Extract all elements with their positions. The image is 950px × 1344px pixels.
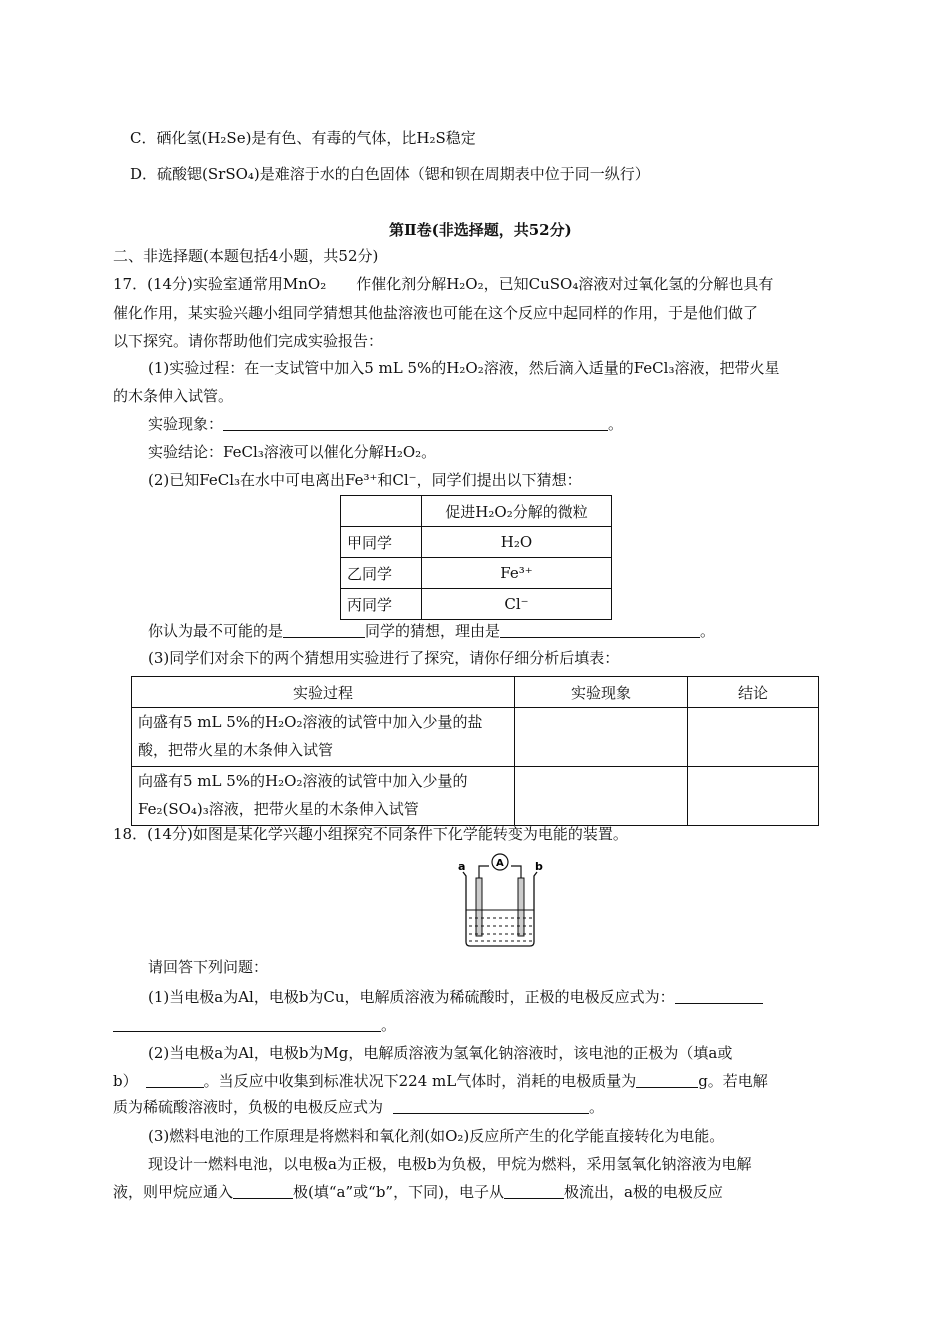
option-d: D．硫酸锶(SrSO₄)是难溶于水的白色固体（锶和钡在周期表中位于同一纵行）	[130, 165, 650, 183]
procedure-line: 向盛有5 mL 5%的H₂O₂溶液的试管中加入少量的	[138, 772, 468, 790]
q18-part1-cont	[113, 1015, 396, 1035]
option-c: C．硒化氢(H₂Se)是有色、有毒的气体，比H₂S稳定	[130, 129, 476, 147]
answer-blank[interactable]	[636, 1073, 698, 1088]
section-title: 第Ⅱ卷(非选择题，共52分)	[389, 221, 572, 239]
guess-header: 促进H₂O₂分解的微粒	[422, 496, 612, 527]
col-header: 实验过程	[132, 677, 515, 708]
particle: Fe³⁺	[422, 558, 612, 589]
q17-part1-line1: (1)实验过程：在一支试管中加入5 mL 5%的H₂O₂溶液，然后滴入适量的FeCl₃溶液，把带火星	[148, 359, 780, 377]
procedure-line: 酸，把带火星的木条伸入试管	[138, 741, 334, 759]
q18-part2-line1: (2)当电极a为Al，电极b为Mg，电解质溶液为氢氧化钠溶液时，该电池的正极为（填a或	[148, 1044, 733, 1062]
procedure-line: Fe₂(SO₄)₃溶液，把带火星的木条伸入试管	[138, 800, 419, 818]
period: 。	[589, 1098, 605, 1116]
galvanic-cell-figure	[455, 850, 545, 948]
answer-blank[interactable]	[504, 1184, 564, 1199]
table-row	[341, 558, 612, 589]
answer-blank[interactable]	[113, 1017, 381, 1032]
table-row	[132, 708, 819, 767]
phenomenon-label: 实验现象：	[148, 415, 224, 433]
col-header: 实验现象	[515, 677, 688, 708]
q17-part3: (3)同学们对余下的两个猜想用实验进行了探究，请你仔细分析后填表：	[148, 649, 620, 667]
answer-blank[interactable]	[223, 416, 608, 431]
q18-part3: (3)燃料电池的工作原理是将燃料和氧化剂(如O₂)反应所产生的化学能直接转化为电能。	[148, 1127, 725, 1145]
label-b: b	[535, 860, 543, 873]
q18-part4: 现设计一燃料电池，以电极a为正极，电极b为负极，甲烷为燃料，采用氢氧化钠溶液为电解	[148, 1155, 752, 1173]
text: 你认为最不可能的是	[148, 622, 284, 640]
student: 丙同学	[341, 589, 422, 620]
student: 甲同学	[341, 527, 422, 558]
period: 。	[700, 622, 716, 640]
answer-blank[interactable]	[500, 623, 700, 638]
answer-blank[interactable]	[233, 1184, 293, 1199]
period: 。	[381, 1016, 397, 1034]
section-subtitle: 二、非选择题(本题包括4小题，共52分)	[113, 247, 379, 265]
period: 。	[608, 415, 624, 433]
electrode-a	[476, 878, 482, 936]
particle: Cl⁻	[422, 589, 612, 620]
text: (1)当电极a为Al，电极b为Cu，电解质溶液为稀硫酸时，正极的电极反应式为：	[148, 988, 675, 1006]
answer-blank[interactable]	[146, 1073, 204, 1088]
table-row	[341, 527, 612, 558]
phenomenon-cell[interactable]	[515, 708, 688, 767]
beaker-icon	[463, 872, 537, 946]
q17-least-likely	[148, 621, 715, 641]
q17-part2: (2)已知FeCl₃在水中可电离出Fe³⁺和Cl⁻，同学们提出以下猜想：	[148, 471, 582, 489]
table-corner	[341, 496, 422, 527]
conclusion-cell[interactable]	[688, 708, 819, 767]
text: 。当反应中收集到标准状况下224 mL气体时，消耗的电极质量为	[203, 1072, 637, 1090]
q17-conclusion: 实验结论：FeCl₃溶液可以催化分解H₂O₂。	[148, 443, 437, 461]
q18-prompt: 请回答下列问题：	[148, 958, 269, 976]
q17-phenomenon	[148, 414, 623, 434]
col-header: 结论	[688, 677, 819, 708]
answer-blank[interactable]	[393, 1099, 589, 1114]
text: g。若电解	[698, 1072, 768, 1090]
q18-part2-line2	[113, 1071, 768, 1091]
label-a: a	[458, 860, 466, 873]
ammeter-label: A	[496, 858, 504, 869]
student: 乙同学	[341, 558, 422, 589]
text: 极流出，a极的电极反应	[563, 1183, 723, 1201]
procedure-line: 向盛有5 mL 5%的H₂O₂溶液的试管中加入少量的盐	[138, 713, 483, 731]
text: 同学的猜想，理由是	[365, 622, 501, 640]
q18-part5	[113, 1182, 723, 1202]
phenomenon-cell[interactable]	[515, 767, 688, 826]
q18-part2-line3	[113, 1097, 604, 1117]
particle: H₂O	[422, 527, 612, 558]
q17-line2: 催化作用，某实验兴趣小组同学猜想其他盐溶液也可能在这个反应中起同样的作用，于是他们做了	[113, 304, 759, 322]
q18-part1	[148, 987, 763, 1007]
q17-line3: 以下探究。请你帮助他们完成实验报告：	[113, 332, 384, 350]
text: 液，则甲烷应通入	[113, 1183, 234, 1201]
answer-blank[interactable]	[283, 623, 365, 638]
conclusion-cell[interactable]	[688, 767, 819, 826]
text: 质为稀硫酸溶液时，负极的电极反应式为	[113, 1098, 384, 1116]
q17-part1-line2: 的木条伸入试管。	[113, 387, 234, 405]
experiment-table	[131, 676, 819, 826]
table-row	[341, 589, 612, 620]
table-row	[132, 767, 819, 826]
guess-table	[340, 495, 612, 620]
text: b）	[113, 1072, 138, 1090]
electrode-b	[518, 878, 524, 936]
q17-line1: 17．(14分)实验室通常用MnO₂ 作催化剂分解H₂O₂，已知CuSO₄溶液对过氧化氢的分解也具有	[113, 275, 774, 293]
answer-blank[interactable]	[675, 989, 763, 1004]
text: 极(填“a”或“b”，下同)，电子从	[293, 1183, 504, 1201]
q18-intro: 18．(14分)如图是某化学兴趣小组探究不同条件下化学能转变为电能的装置。	[113, 825, 628, 843]
